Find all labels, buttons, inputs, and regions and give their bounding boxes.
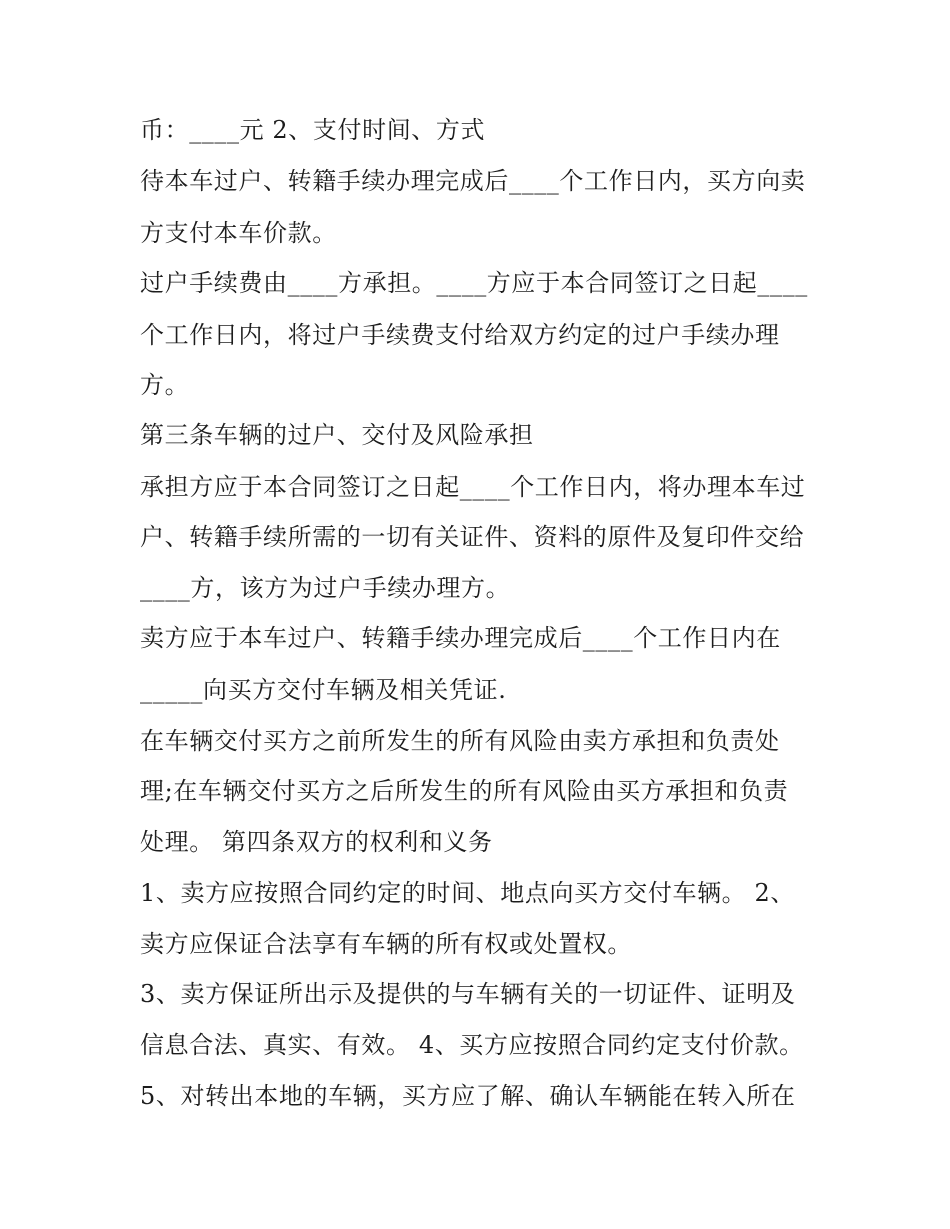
text-line: 1、卖方应按照合同约定的时间、地点向买方交付车辆。 2、 [140, 879, 795, 907]
text-line: 信息合法、真实、有效。 4、买方应按照合同约定支付价款。 [140, 1031, 804, 1059]
text-line: 方支付本车价款。 [140, 219, 337, 247]
text-line: 卖方应保证合法享有车辆的所有权或处置权。 [140, 930, 632, 958]
text-line: 户、转籍手续所需的一切有关证件、资料的原件及复印件交给 [140, 523, 805, 551]
text-line: 5、对转出本地的车辆，买方应了解、确认车辆能在转入所在 [140, 1082, 796, 1110]
text-line: 过户手续费由____方承担。____方应于本合同签订之日起____ [140, 269, 808, 297]
section-heading: 第三条车辆的过户、交付及风险承担 [140, 421, 534, 449]
text-line: 个工作日内，将过户手续费支付给双方约定的过户手续办理 [140, 321, 780, 349]
text-line: 方。 [140, 371, 190, 399]
text-line: 处理。 第四条双方的权利和义务 [140, 828, 493, 856]
text-line: ____方，该方为过户手续办理方。 [140, 574, 511, 602]
text-line: 在车辆交付买方之前所发生的所有风险由卖方承担和负责处 [140, 727, 780, 755]
text-line: 待本车过户、转籍手续办理完成后____个工作日内，买方向卖 [140, 167, 806, 195]
text-line: 卖方应于本车过户、转籍手续办理完成后____个工作日内在 [140, 624, 781, 652]
text-line: 理;在车辆交付买方之后所发生的所有风险由买方承担和负责 [140, 777, 789, 805]
text-line: 承担方应于本合同签订之日起____个工作日内，将办理本车过 [140, 473, 806, 501]
text-line: 3、卖方保证所出示及提供的与车辆有关的一切证件、证明及 [140, 980, 796, 1008]
text-line: _____向买方交付车辆及相关凭证. [140, 676, 507, 704]
text-line: 币：____元 2、支付时间、方式 [140, 116, 486, 144]
